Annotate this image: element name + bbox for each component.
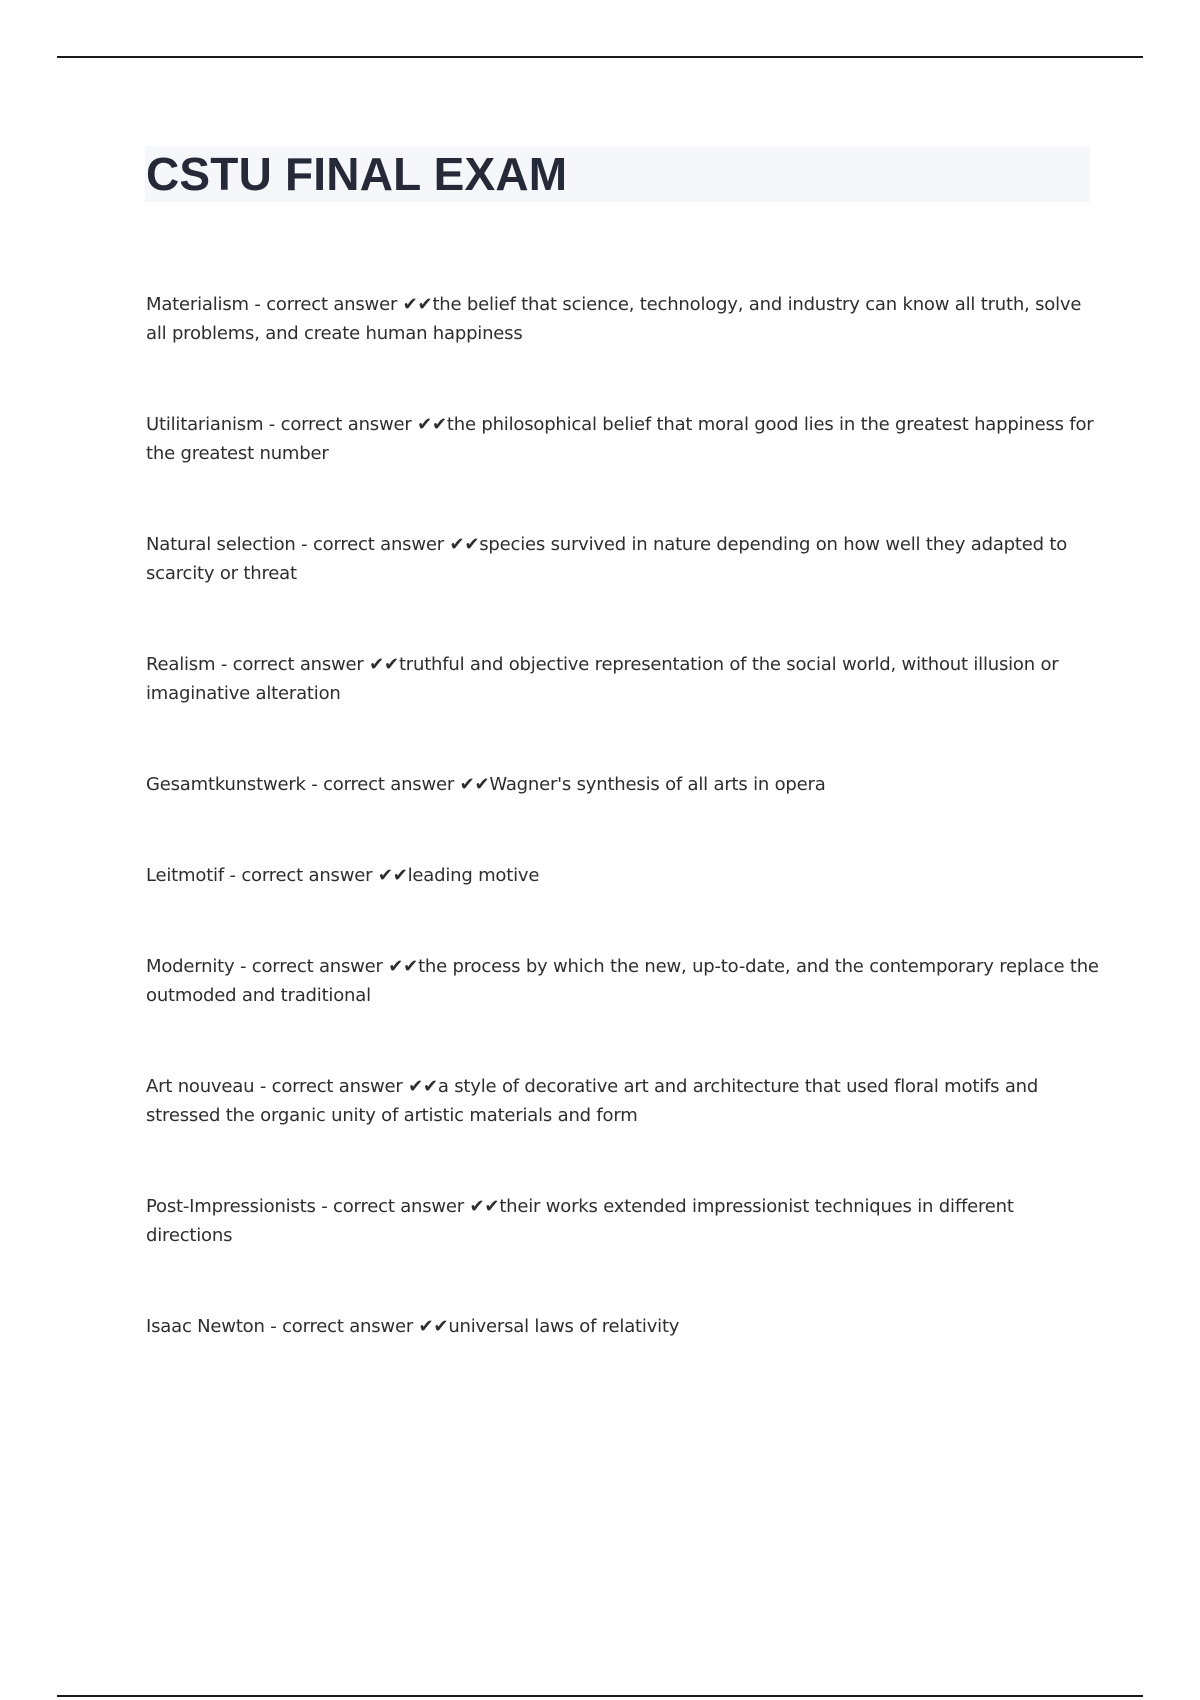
answer-label: correct answer — [266, 294, 398, 315]
check-marks-icon: ✔✔ — [411, 414, 447, 435]
qa-item — [146, 861, 1101, 890]
answer-label: correct answer — [271, 1076, 403, 1097]
answer-label: correct answer — [323, 774, 455, 795]
term: Materialism — [146, 294, 249, 315]
separator: - — [224, 865, 242, 886]
check-marks-icon: ✔✔ — [372, 865, 408, 886]
check-marks-icon: ✔✔ — [397, 294, 433, 315]
separator: - — [305, 774, 324, 795]
separator: - — [295, 534, 313, 555]
definition: leading motive — [407, 865, 540, 886]
qa-list — [146, 290, 1101, 1403]
term: Art nouveau — [146, 1076, 255, 1097]
separator: - — [215, 654, 233, 675]
term: Natural selection — [146, 534, 296, 555]
answer-label: correct answer — [241, 865, 373, 886]
check-marks-icon: ✔✔ — [413, 1316, 449, 1337]
qa-item — [146, 770, 1101, 799]
definition: the philosophical belief that moral good lies in the greatest happiness for the greatest number — [146, 414, 1094, 464]
bottom-rule — [57, 1695, 1143, 1697]
definition: truthful and objective representation of the social world, without illusion or imaginative alteration — [146, 654, 1059, 704]
check-marks-icon: ✔✔ — [382, 956, 419, 977]
check-marks-icon: ✔✔ — [443, 534, 480, 555]
definition: Wagner's synthesis of all arts in opera — [489, 774, 826, 795]
qa-item — [146, 1072, 1101, 1130]
answer-label: correct answer — [282, 1316, 414, 1337]
check-marks-icon: ✔✔ — [454, 774, 490, 795]
answer-label: correct answer — [251, 956, 383, 977]
term: Gesamtkunstwerk — [146, 774, 306, 795]
term: Realism — [146, 654, 216, 675]
qa-item — [146, 952, 1101, 1010]
separator: - — [264, 1316, 283, 1337]
check-marks-icon: ✔✔ — [363, 654, 399, 675]
qa-item — [146, 1192, 1101, 1250]
qa-item — [146, 650, 1101, 708]
definition: a style of decorative art and architecture that used floral motifs and stressed the organic unity of artistic materials and form — [146, 1076, 1039, 1126]
separator: - — [234, 956, 252, 977]
top-rule — [57, 56, 1143, 58]
separator: - — [315, 1196, 334, 1217]
term: Isaac Newton — [146, 1316, 265, 1337]
qa-item — [146, 530, 1101, 588]
answer-label: correct answer — [333, 1196, 465, 1217]
page-title: CSTU FINAL EXAM — [146, 148, 568, 200]
separator: - — [254, 1076, 272, 1097]
definition: universal laws of relativity — [448, 1316, 680, 1337]
definition: the belief that science, technology, and industry can know all truth, solve all problems, and create human happiness — [146, 294, 1082, 344]
term: Leitmotif — [146, 865, 224, 886]
term: Post-Impressionists — [146, 1196, 316, 1217]
separator: - — [263, 414, 281, 435]
qa-item — [146, 290, 1101, 348]
qa-item — [146, 1312, 1101, 1341]
definition: species survived in nature depending on how well they adapted to scarcity or threat — [146, 534, 1068, 584]
definition: the process by which the new, up-to-date, and the contemporary replace the outmoded and traditional — [146, 956, 1099, 1006]
check-marks-icon: ✔✔ — [464, 1196, 500, 1217]
term: Utilitarianism — [146, 414, 264, 435]
definition: their works extended impressionist techniques in different directions — [146, 1196, 1014, 1246]
check-marks-icon: ✔✔ — [402, 1076, 438, 1097]
answer-label: correct answer — [312, 534, 444, 555]
separator: - — [248, 294, 267, 315]
answer-label: correct answer — [280, 414, 412, 435]
term: Modernity — [146, 956, 235, 977]
qa-item — [146, 410, 1101, 468]
answer-label: correct answer — [232, 654, 364, 675]
